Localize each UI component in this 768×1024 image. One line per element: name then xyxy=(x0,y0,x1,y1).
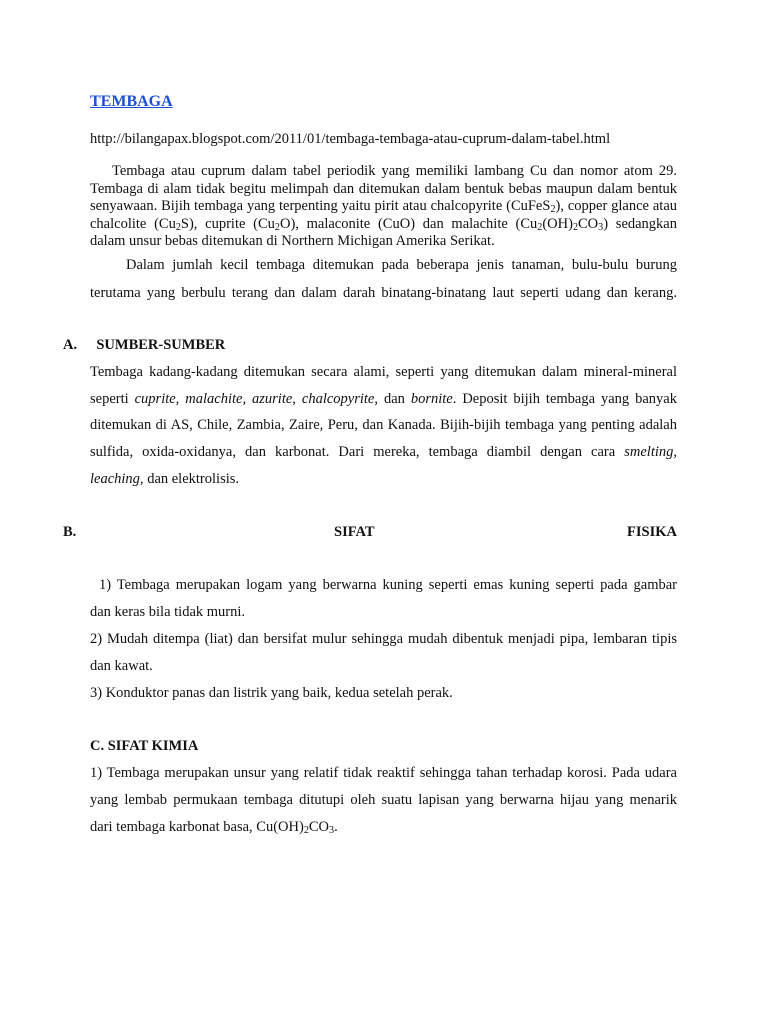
section-b-item-1-line-1: 1) Tembaga merupakan logam yang berwarna kuning seperti emas kuning seperti pada gambar xyxy=(99,577,677,593)
section-a-line-2: seperti cuprite, malachite, azurite, chalcopyrite, dan bornite. Deposit bijih tembaga yang banyak xyxy=(90,391,677,407)
intro-paragraph-1: Tembaga atau cuprum dalam tabel periodik yang memiliki lambang Cu dan nomor atom 29. Tembaga di alam tidak begitu melimpah dan ditemukan dalam bentuk bebas maupun dalam bentuk senyawaan. Bijih tembaga yang terpenting yaitu pirit atau chalcopyrite (CuFeS$_2$), copper glance atau chalcolite $(Cu_2S)$, cuprite $(Cu_2O)$, malaconite (CuO) dan malachite $(Cu_2(OH)_2CO_3)$ sedangkan dalam unsur bebas ditemukan di Northern Michigan Amerika Serikat. xyxy=(90,163,677,249)
section-a-line-3: ditemukan di AS, Chile, Zambia, Zaire, Peru, dan Kanada. Bijih-bijih tembaga yang penting adalah xyxy=(90,417,677,433)
section-c-item-1-line-3: dari tembaga karbonat basa, $Cu(OH)_2CO_3$. xyxy=(90,819,338,836)
section-a-heading xyxy=(63,337,225,354)
section-a-line-5: leaching, dan elektrolisis. xyxy=(90,471,240,487)
source-url: http://bilangapax.blogspot.com/2011/01/tembaga-tembaga-atau-cuprum-dalam-tabel.html xyxy=(90,131,611,147)
section-a-line-4: sulfida, oxida-oxidanya, dan karbonat. Dari mereka, tembaga diambil dengan cara smelting, xyxy=(90,444,677,460)
section-b-item-2-line-1: 2) Mudah ditempa (liat) dan bersifat mulur sehingga mudah dibentuk menjadi pipa, lembaran tipis xyxy=(90,631,677,647)
section-b-marker: B. xyxy=(63,524,77,540)
section-b-item-3: 3) Konduktor panas dan listrik yang baik, kedua setelah perak. xyxy=(90,685,453,701)
section-b-title-word-1: SIFAT xyxy=(334,524,375,540)
section-a-title: SUMBER-SUMBER xyxy=(96,337,226,353)
section-c-heading: C. SIFAT KIMIA xyxy=(90,738,199,754)
section-c-item-1-line-2: yang lembab permukaan tembaga ditutupi oleh suatu lapisan yang berwarna hijau yang menarik xyxy=(90,792,677,808)
intro-paragraph-2-line-2: terutama yang berbulu terang dan dalam darah binatang-binatang laut seperti udang dan kerang. xyxy=(90,285,677,301)
document-title[interactable]: TEMBAGA xyxy=(90,93,173,110)
section-c-item-1-line-1: 1) Tembaga merupakan unsur yang relatif tidak reaktif sehingga tahan terhadap korosi. Pada udara xyxy=(90,765,677,781)
section-b-item-1-line-2: dan keras bila tidak murni. xyxy=(90,604,246,620)
section-b-item-2-line-2: dan kawat. xyxy=(90,658,153,674)
section-a-line-1: Tembaga kadang-kadang ditemukan secara alami, seperti yang ditemukan dalam mineral-mineral xyxy=(90,364,677,380)
section-b-title-word-2: FISIKA xyxy=(627,524,677,540)
intro-paragraph-2-line-1: Dalam jumlah kecil tembaga ditemukan pada beberapa jenis tanaman, bulu-bulu burung xyxy=(126,257,677,273)
section-a-marker: A. xyxy=(63,337,78,353)
